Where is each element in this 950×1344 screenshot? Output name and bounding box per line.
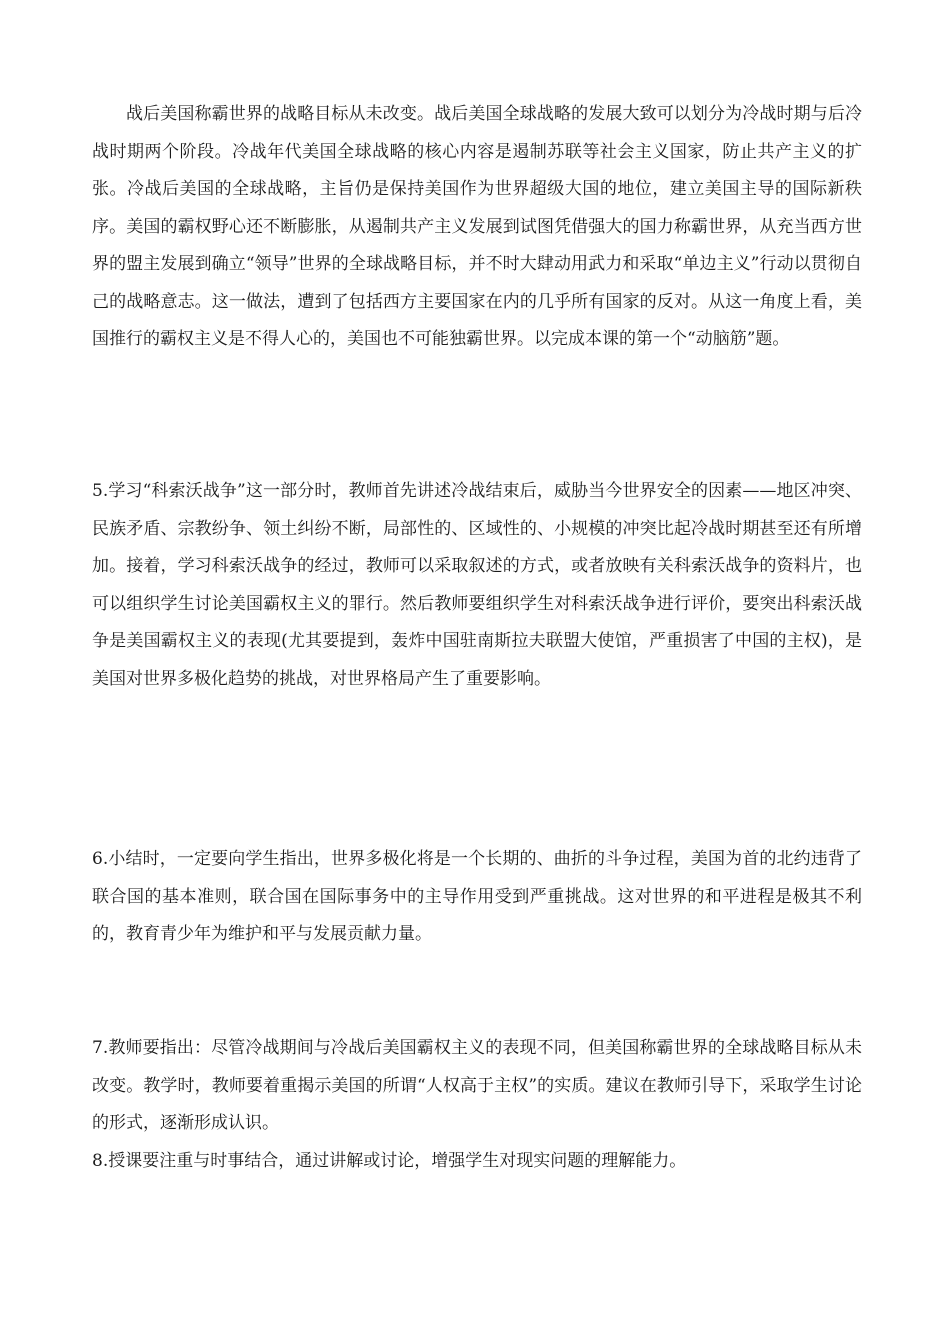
paragraph-item-7-teacher-points: 7.教师要指出：尽管冷战期间与冷战后美国霸权主义的表现不同，但美国称霸世界的全球战略目标从未改变。教学时，教师要着重揭示美国的所谓“人权高于主权”的实质。建议在教师引导下，采取学生讨论的形式，逐渐形成认识。	[92, 1038, 862, 1133]
paragraph-hegemony-strategy: 战后美国称霸世界的战略目标从未改变。战后美国全球战略的发展大致可以划分为冷战时期与后冷战时期两个阶段。冷战年代美国全球战略的核心内容是遏制苏联等社会主义国家，防止共产主义的扩张。冷战后美国的全球战略，主旨仍是保持美国作为世界超级大国的地位，建立美国主导的国际新秩序。美国的霸权野心还不断膨胀，从遏制共产主义发展到试图凭借强大的国力称霸世界，从充当西方世界的盟主发展到确立“领导”世界的全球战略目标，并不时大肆动用武力和采取“单边主义”行动以贯彻自己的战略意志。这一做法，遭到了包括西方主要国家在内的几乎所有国家的反对。从这一角度上看，美国推行的霸权主义是不得人心的，美国也不可能独霸世界。以完成本课的第一个“动脑筋”题。	[92, 104, 862, 349]
paragraph-item-6-summary: 6.小结时，一定要向学生指出，世界多极化将是一个长期的、曲折的斗争过程，美国为首的北约违背了联合国的基本准则，联合国在国际事务中的主导作用受到严重挑战。这对世界的和平进程是极其不利的，教育青少年为维护和平与发展贡献力量。	[92, 849, 862, 944]
paragraph-item-5-kosovo-war: 5.学习“科索沃战争”这一部分时，教师首先讲述冷战结束后，威胁当今世界安全的因素——地区冲突、民族矛盾、宗教纷争、领土纠纷不断，局部性的、区域性的、小规模的冲突比起冷战时期甚至还有所增加。接着，学习科索沃战争的经过，教师可以采取叙述的方式，或者放映有关科索沃战争的资料片，也可以组织学生讨论美国霸权主义的罪行。然后教师要组织学生对科索沃战争进行评价，要突出科索沃战争是美国霸权主义的表现(尤其要提到，轰炸中国驻南斯拉夫联盟大使馆，严重损害了中国的主权)，是美国对世界多极化趋势的挑战，对世界格局产生了重要影响。	[92, 481, 862, 689]
paragraph-item-8-current-affairs: 8.授课要注重与时事结合，通过讲解或讨论，增强学生对现实问题的理解能力。	[92, 1151, 687, 1171]
